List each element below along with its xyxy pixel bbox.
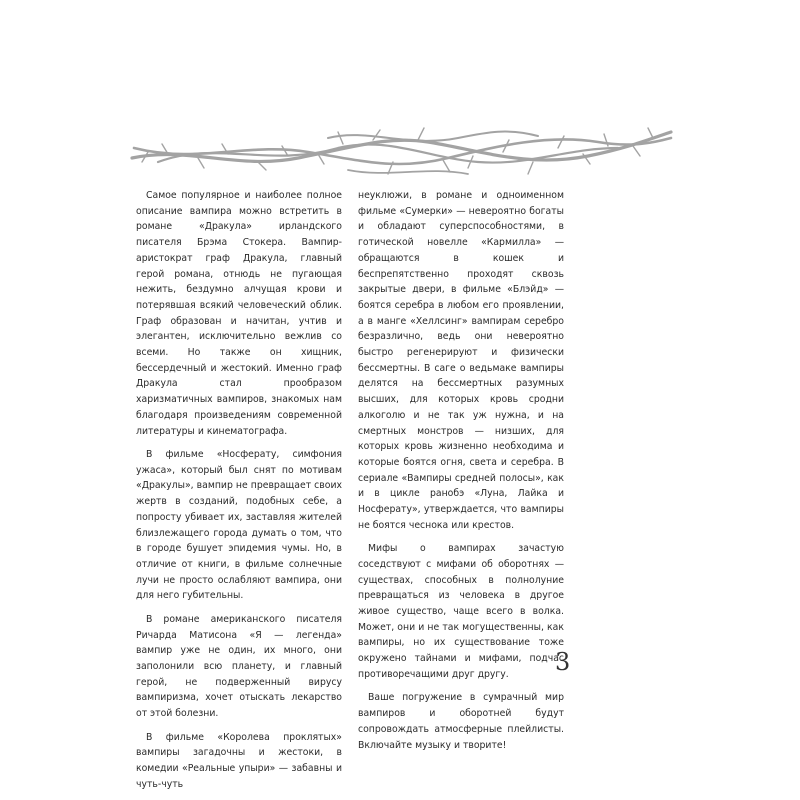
- page-number: 3: [555, 648, 571, 676]
- paragraph: В романе американского писателя Ричарда Матисона «Я — легенда» вампир уже не один, их много, они заполонили всю планету, и главный герой, не подверженный вирусу вампиризма, хочет отыскать лекарство от этой болезни.: [136, 613, 342, 720]
- left-text-column: [136, 188, 342, 800]
- paragraph: неуклюжи, в романе и одноименном фильме «Сумерки» — невероятно богаты и обладают суперспособностями, в готической новелле «Кармилла» — обращаются в кошек и беспрепятственно проходят сквозь закрытые двери, в фильме «Блэйд» — боятся серебра в любом его проявлении, а в манге «Хеллсинг» вампирам серебро безразлично, ведь они невероятно быстро регенерируют и физически бессмертны. В саге о ведьмаке вампиры делятся на бессмертных разумных высших, для которых кровь сродни алкоголю и не так уж нужна, и на смертных монстров — низших, для которых кровь жизненно необходима и которые боятся огня, света и серебра. В сериале «Вампиры средней полосы», как и в цикле ранобэ «Луна, Лайка и Носферату», утверждается, что вампиры не боятся чеснока или крестов.: [358, 190, 564, 531]
- right-text-column: [358, 188, 564, 761]
- thorn-branch-icon: [128, 118, 673, 188]
- paragraph: Самое популярное и наиболее полное описание вампира можно встретить в романе «Дракула» ирландского писателя Брэма Стокера. Вампир-аристократ граф Дракула, главный герой романа, отнюдь не пугающая нежить, бездумно алчущая крови и потерявшая всякий человеческий облик. Граф образован и начитан, учтив и элегантен, исключительно вежлив со всеми. Но также он хищник, бессердечный и жестокий. Именно граф Дракула стал прообразом харизматичных вампиров, знакомых нам благодаря произведениям современной литературы и кинематографа.: [136, 190, 342, 437]
- paragraph: В фильме «Королева проклятых» вампиры загадочны и жестоки, в комедии «Реальные упыри» — забавны и чуть-чуть: [136, 731, 342, 790]
- paragraph: Ваше погружение в сумрачный мир вампиров и оборотней будут сопровождать атмосферные плейлисты. Включайте музыку и творите!: [358, 692, 564, 751]
- paragraph: В фильме «Носферату, симфония ужаса», который был снят по мотивам «Дракулы», вампир не превращает своих жертв в созданий, подобных себе, а попросту убивает их, заставляя жителей близлежащего города думать о том, что в городе бушует эпидемия чумы. Но, в отличие от книги, в фильме солнечные лучи не просто ослабляют вампира, они для него губительны.: [136, 449, 342, 602]
- paragraph: Мифы о вампирах зачастую соседствуют с мифами об оборотнях — существах, способных в полнолуние превращаться из человека в другое живое существо, чаще всего в волка. Может, они и не так могущественны, как вампиры, но их существование тоже окружено тайнами и мифами, подчас противоречащими друг другу.: [358, 543, 564, 680]
